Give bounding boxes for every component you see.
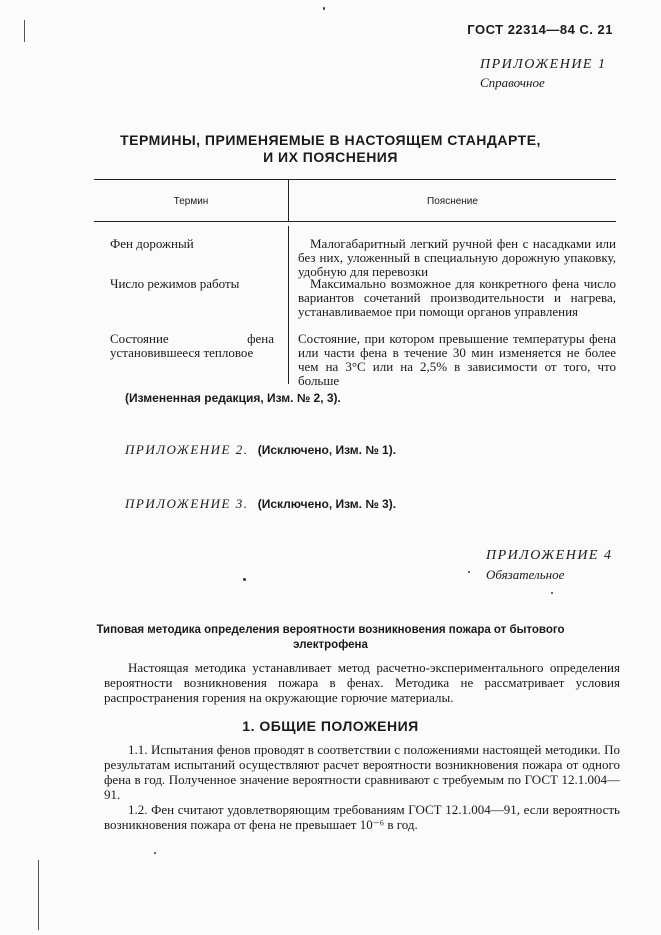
appendix-4-title	[0, 623, 661, 653]
table-body-divider	[288, 226, 289, 384]
appendix-4-label: ПРИЛОЖЕНИЕ 4	[486, 548, 613, 563]
scan-speck	[323, 7, 325, 10]
appendix-4-intro: Настоящая методика устанавливает метод расчетно-экспериментального определения вероятности возникновения пожара в фенах. Методика не рассматривает условия распространения горения на окружающие горючие материалы.	[104, 660, 620, 705]
table-row-term: Число режимов работы	[110, 276, 240, 291]
appendix-4-type: Обязательное	[486, 567, 565, 582]
scan-speck	[243, 578, 246, 581]
table-row-term: Фен дорожный	[110, 236, 194, 251]
appendix-2-line	[125, 442, 396, 458]
scan-speck	[154, 852, 156, 854]
appendix-1-type: Справочное	[480, 75, 545, 90]
appendix-1-label: ПРИЛОЖЕНИЕ 1	[480, 57, 607, 72]
section-1-title: 1. ОБЩИЕ ПОЛОЖЕНИЯ	[242, 718, 419, 734]
appendix-2-note: (Исключено, Изм. № 1).	[257, 443, 397, 457]
paragraph-1-2: 1.2. Фен считают удовлетворяющим требованиям ГОСТ 12.1.004—91, если вероятность возникновения пожара от фена не превышает 10⁻⁶ в год.	[104, 802, 620, 832]
scan-speck	[551, 592, 553, 594]
scan-speck	[468, 571, 470, 573]
appendix-3-note: (Исключено, Изм. № 3).	[257, 497, 397, 511]
appendix-1-title-line1: ТЕРМИНЫ, ПРИМЕНЯЕМЫЕ В НАСТОЯЩЕМ СТАНДАРТЕ,	[120, 132, 541, 148]
appendix-3-label: ПРИЛОЖЕНИЕ 3.	[125, 496, 249, 511]
appendix-3-line	[125, 496, 396, 512]
page-header-code: ГОСТ 22314—84 С. 21	[467, 22, 613, 37]
table-row-term: Состояние фена установившееся тепловое	[110, 331, 274, 360]
table-top-rule	[94, 179, 616, 180]
table-header-term: Термин	[173, 196, 209, 207]
appendix-1-title-line2: И ИХ ПОЯСНЕНИЯ	[263, 149, 398, 165]
table-header-explanation: Пояснение	[427, 196, 478, 207]
table-row-explanation: Малогабаритный легкий ручной фен с насадками или без них, уложенный в специальную дорожную упаковку, удобную для перевозки	[298, 236, 616, 279]
appendix-2-label: ПРИЛОЖЕНИЕ 2.	[125, 442, 249, 457]
scan-mark	[38, 860, 39, 930]
table-row-explanation: Состояние, при котором превышение температуры фена или части фена в течение 30 мин изменяется не более чем на 3°C или на 2,5% в зависимости от того, что больше	[298, 331, 616, 388]
edition-note: (Измененная редакция, Изм. № 2, 3).	[125, 391, 341, 405]
appendix-4-title-line2: электрофена	[293, 639, 368, 651]
scan-mark	[24, 20, 25, 42]
table-row-explanation: Максимально возможное для конкретного фена число вариантов сочетаний производительности и нагрева, устанавливаемое при помощи органов управления	[298, 276, 616, 319]
appendix-4-title-line1: Типовая методика определения вероятности возникновения пожара от бытового	[96, 624, 565, 636]
table-header-rule	[94, 221, 616, 222]
paragraph-1-1: 1.1. Испытания фенов проводят в соответствии с положениями настоящей методики. По результатам испытаний осуществляют расчет вероятности возникновения пожара от одного фена в год. Полученное значение вероятности сравнивают с требуемым по ГОСТ 12.1.004—91.	[104, 742, 620, 802]
